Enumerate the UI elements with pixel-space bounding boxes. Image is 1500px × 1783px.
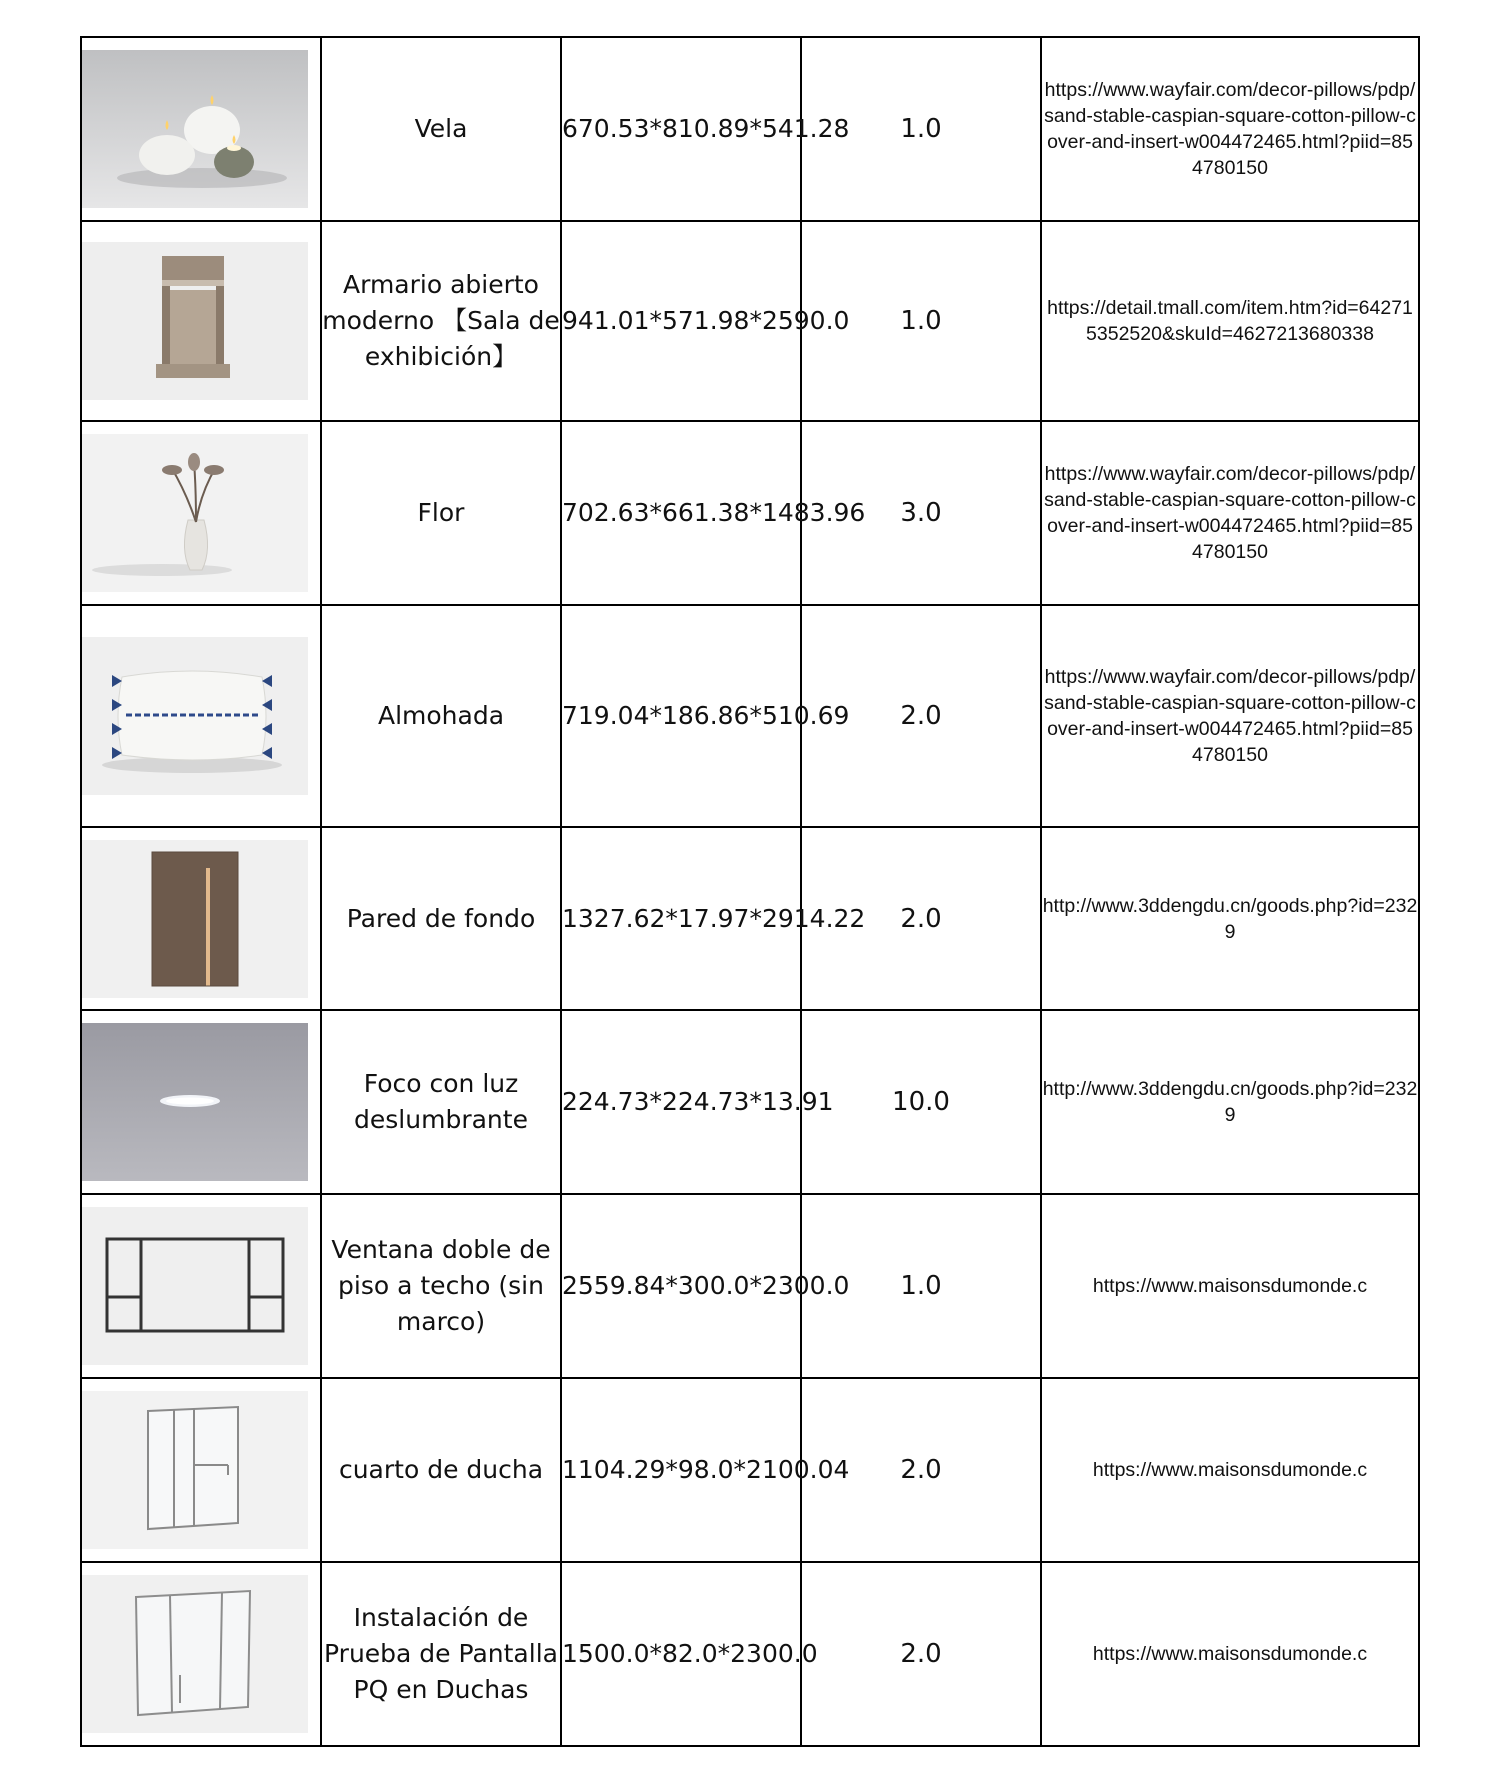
item-quantity: 2.0 [801,827,1041,1010]
item-url[interactable]: http://www.3ddengdu.cn/goods.php?id=2329 [1041,827,1419,1010]
item-name: Instalación de Prueba de Pantalla PQ en Duchas [321,1562,561,1746]
item-quantity: 3.0 [801,421,1041,605]
item-dimensions: 941.01*571.98*2590.0 [561,221,801,421]
item-dimensions: 670.53*810.89*541.28 [561,37,801,221]
table-row [81,1562,1419,1746]
spotlight-icon [82,1023,308,1181]
thumbnail-cell [81,1378,321,1562]
table-row [81,421,1419,605]
item-name: Ventana doble de piso a techo (sin marco) [321,1194,561,1378]
table-row [81,1010,1419,1194]
open-cabinet-icon [82,242,308,400]
item-url[interactable]: http://www.3ddengdu.cn/goods.php?id=2329 [1041,1010,1419,1194]
item-url[interactable]: https://www.maisonsdumonde.c [1041,1194,1419,1378]
item-name: Pared de fondo [321,827,561,1010]
item-name: Vela [321,37,561,221]
item-name: Armario abierto moderno 【Sala de exhibición】 [321,221,561,421]
item-quantity: 2.0 [801,1378,1041,1562]
shower-enclosure-icon [82,1391,308,1549]
thumbnail-cell [81,605,321,827]
item-url[interactable]: https://www.wayfair.com/decor-pillows/pdp/sand-stable-caspian-square-cotton-pillow-cover-and-insert-w004472465.html?piid=854780150 [1041,605,1419,827]
flower-vase-icon [82,434,308,592]
item-url[interactable]: https://www.wayfair.com/decor-pillows/pdp/sand-stable-caspian-square-cotton-pillow-cover-and-insert-w004472465.html?piid=854780150 [1041,37,1419,221]
thumbnail-cell [81,1562,321,1746]
item-dimensions: 2559.84*300.0*2300.0 [561,1194,801,1378]
item-dimensions: 702.63*661.38*1483.96 [561,421,801,605]
item-quantity: 10.0 [801,1010,1041,1194]
item-name: Flor [321,421,561,605]
shower-screen-icon [82,1575,308,1733]
pillow-icon [82,637,308,795]
item-name: Almohada [321,605,561,827]
item-quantity: 1.0 [801,37,1041,221]
item-url[interactable]: https://www.maisonsdumonde.c [1041,1378,1419,1562]
item-dimensions: 1500.0*82.0*2300.0 [561,1562,801,1746]
item-dimensions: 1327.62*17.97*2914.22 [561,827,801,1010]
thumbnail-cell [81,221,321,421]
item-dimensions: 224.73*224.73*13.91 [561,1010,801,1194]
table-row [81,827,1419,1010]
thumbnail-cell [81,1194,321,1378]
thumbnail-cell [81,421,321,605]
thumbnail-cell [81,1010,321,1194]
window-icon [82,1207,308,1365]
item-url[interactable]: https://detail.tmall.com/item.htm?id=642715352520&skuId=4627213680338 [1041,221,1419,421]
item-dimensions: 1104.29*98.0*2100.04 [561,1378,801,1562]
item-quantity: 1.0 [801,221,1041,421]
table-row [81,1194,1419,1378]
table-row [81,37,1419,221]
item-quantity: 2.0 [801,605,1041,827]
wall-panel-icon [82,840,308,998]
item-quantity: 2.0 [801,1562,1041,1746]
item-url[interactable]: https://www.wayfair.com/decor-pillows/pdp/sand-stable-caspian-square-cotton-pillow-cover-and-insert-w004472465.html?piid=854780150 [1041,421,1419,605]
product-table [80,36,1420,1747]
candles-icon [82,50,308,208]
item-quantity: 1.0 [801,1194,1041,1378]
table-row [81,221,1419,421]
item-url[interactable]: https://www.maisonsdumonde.c [1041,1562,1419,1746]
thumbnail-cell [81,37,321,221]
item-name: Foco con luz deslumbrante [321,1010,561,1194]
table-row [81,605,1419,827]
thumbnail-cell [81,827,321,1010]
table-row [81,1378,1419,1562]
item-name: cuarto de ducha [321,1378,561,1562]
item-dimensions: 719.04*186.86*510.69 [561,605,801,827]
